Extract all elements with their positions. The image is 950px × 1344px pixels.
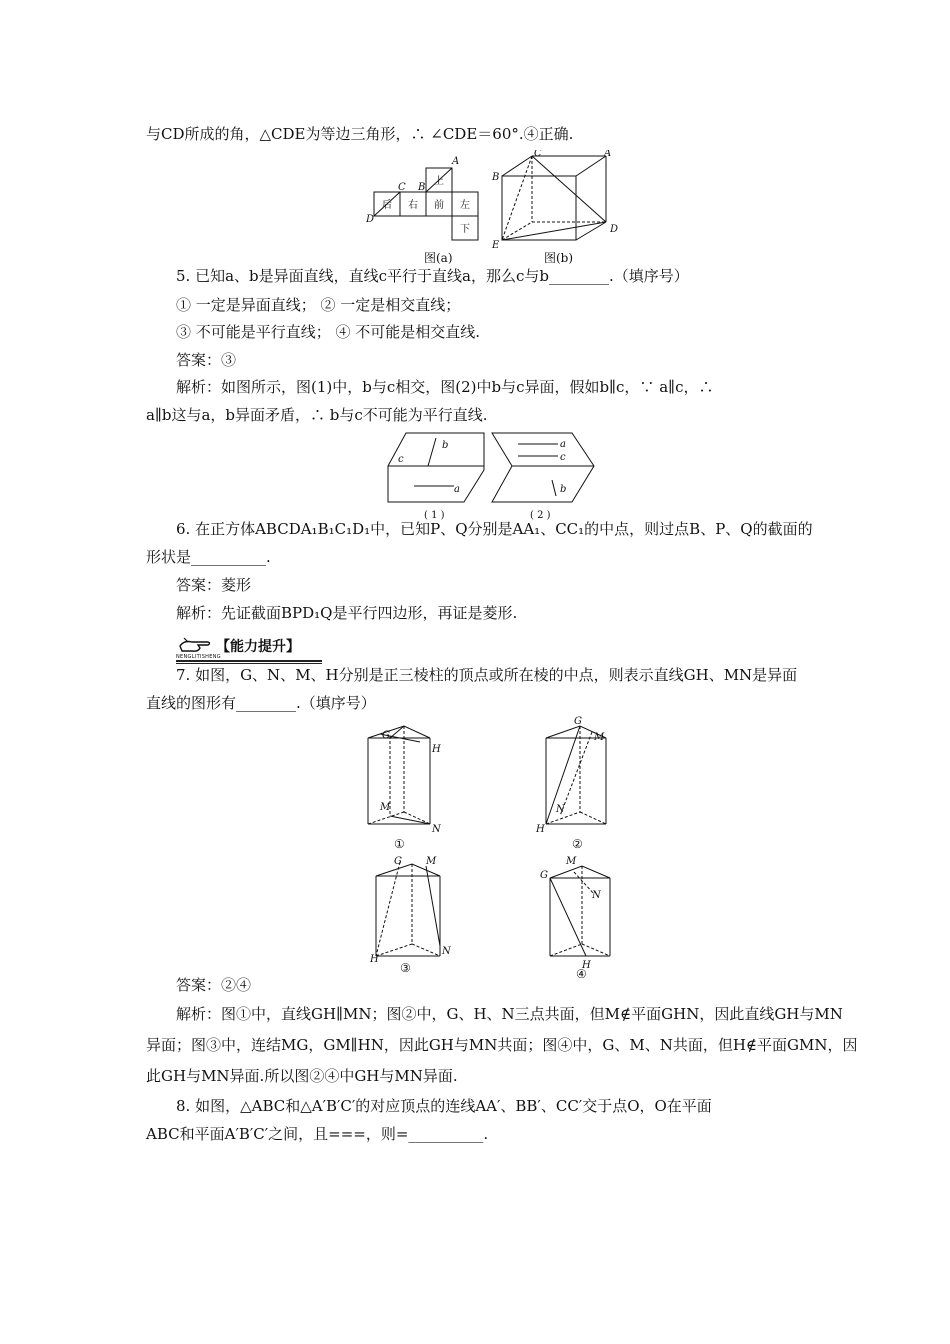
q7-explanation-2: 异面；图③中，连结MG，GM∥HN，因此GH与MN共面；图④中，G、M、N共面，但H∉平面GMN，因 xyxy=(146,1036,858,1054)
q7-p4-n: N xyxy=(592,890,601,901)
pointing-hand-icon xyxy=(178,636,214,654)
ability-section-banner xyxy=(176,636,322,662)
cube-point-e: E xyxy=(492,240,500,251)
banner-rule-thin xyxy=(176,663,322,664)
q5-fig2-label-a: a xyxy=(560,439,566,450)
text-line: 与CD所成的角，△CDE为等边三角形，∴ ∠CDE＝60°.④正确. xyxy=(146,125,574,143)
q7-caption-3: ③ xyxy=(400,961,411,975)
q5-fig1-label-a: a xyxy=(454,484,460,495)
question-5: 5. 已知a、b是异面直线，直线c平行于直线a，那么c与b________.（填序号） xyxy=(176,267,689,285)
net-point-c: C xyxy=(398,182,406,193)
cube-net-figure xyxy=(364,150,624,268)
net-cell-front: 前 xyxy=(434,200,444,211)
cube-point-a: A xyxy=(604,150,612,159)
net-cell-back: 后 xyxy=(382,200,392,211)
q7-p1-h: H xyxy=(432,744,441,755)
q5-explanation-2: a∥b这与a，b异面矛盾，∴ b与c不可能为平行直线. xyxy=(146,406,488,424)
q7-figure xyxy=(360,716,630,978)
banner-subtitle: NENGLITISHENG xyxy=(176,654,221,660)
q7-caption-4: ④ xyxy=(576,967,587,978)
question-7-cont: 直线的图形有________.（填序号） xyxy=(146,694,376,712)
q5-fig1-label-b: b xyxy=(442,440,449,451)
question-8-cont: ABC和平面A′B′C′之间，且===，则=__________. xyxy=(146,1125,489,1143)
net-cell-bottom: 下 xyxy=(460,224,470,235)
cube-point-c: C xyxy=(534,150,542,159)
banner-rule xyxy=(176,660,322,662)
q6-explanation: 解析：先证截面BPD₁Q是平行四边形，再证是菱形. xyxy=(176,604,518,622)
q5-fig1-label-c: c xyxy=(398,454,404,465)
q7-p3-g: G xyxy=(394,856,402,867)
caption-b: 图(b) xyxy=(544,251,574,265)
q5-fig2-label-c: c xyxy=(560,452,566,463)
cube-point-b: B xyxy=(492,172,500,183)
q7-p3-m: M xyxy=(426,856,437,867)
net-cell-right: 右 xyxy=(408,200,418,211)
q7-p1-m: M xyxy=(380,802,391,813)
q5-options-1: ① 一定是异面直线； ② 一定是相交直线； xyxy=(176,296,461,314)
net-cell-left: 左 xyxy=(460,200,470,211)
caption-a: 图(a) xyxy=(424,251,453,265)
net-point-a: A xyxy=(452,156,460,167)
net-point-d: D xyxy=(366,214,375,225)
q5-answer: 答案：③ xyxy=(176,351,237,369)
q7-p2-g: G xyxy=(574,716,582,727)
q5-caption-2: ( 2 ) xyxy=(530,510,551,521)
q5-options-2: ③ 不可能是平行直线； ④ 不可能是相交直线. xyxy=(176,323,481,341)
net-cell-top: 上 xyxy=(434,176,444,187)
q5-figure xyxy=(384,430,604,522)
question-6-cont: 形状是__________. xyxy=(146,548,271,566)
q5-fig2-label-b: b xyxy=(560,484,567,495)
q7-p3-h: H xyxy=(370,954,379,965)
question-7: 7. 如图，G、N、M、H分别是正三棱柱的顶点或所在棱的中点，则表示直线GH、MN是异面 xyxy=(176,666,798,684)
q7-explanation-1: 解析：图①中，直线GH∥MN；图②中，G、H、N三点共面，但M∉平面GHN，因此直线GH与MN xyxy=(176,1005,843,1023)
q5-explanation-1: 解析：如图所示，图(1)中，b与c相交，图(2)中b与c异面，假如b∥c，∵ a∥c，∴ xyxy=(176,378,714,396)
q7-p1-n: N xyxy=(432,824,441,835)
q7-p2-m: M xyxy=(594,732,605,743)
banner-title: 【能力提升】 xyxy=(216,639,300,655)
q7-p2-h: H xyxy=(536,824,545,835)
q7-p4-g: G xyxy=(540,870,548,881)
question-8: 8. 如图，△ABC和△A′B′C′的对应顶点的连线AA′、BB′、CC′交于点O，O在平面 xyxy=(176,1097,712,1115)
q7-caption-2: ② xyxy=(572,837,583,851)
q7-p3-n: N xyxy=(442,946,451,957)
q7-caption-1: ① xyxy=(394,837,405,851)
q7-p2-n: N xyxy=(556,804,565,815)
net-point-b: B xyxy=(418,182,426,193)
q7-explanation-3: 此GH与MN异面.所以图②④中GH与MN异面. xyxy=(146,1067,458,1085)
q7-p1-g: G xyxy=(382,730,390,741)
q5-caption-1: ( 1 ) xyxy=(424,510,445,521)
q7-answer: 答案：②④ xyxy=(176,976,252,994)
cube-point-d: D xyxy=(610,224,619,235)
question-6: 6. 在正方体ABCDA₁B₁C₁D₁中，已知P、Q分别是AA₁、CC₁的中点，则过点B、P、Q的截面的 xyxy=(176,520,813,538)
q7-p4-m: M xyxy=(566,856,577,867)
q6-answer: 答案：菱形 xyxy=(176,576,252,594)
q7-p4-h: H xyxy=(582,960,591,971)
